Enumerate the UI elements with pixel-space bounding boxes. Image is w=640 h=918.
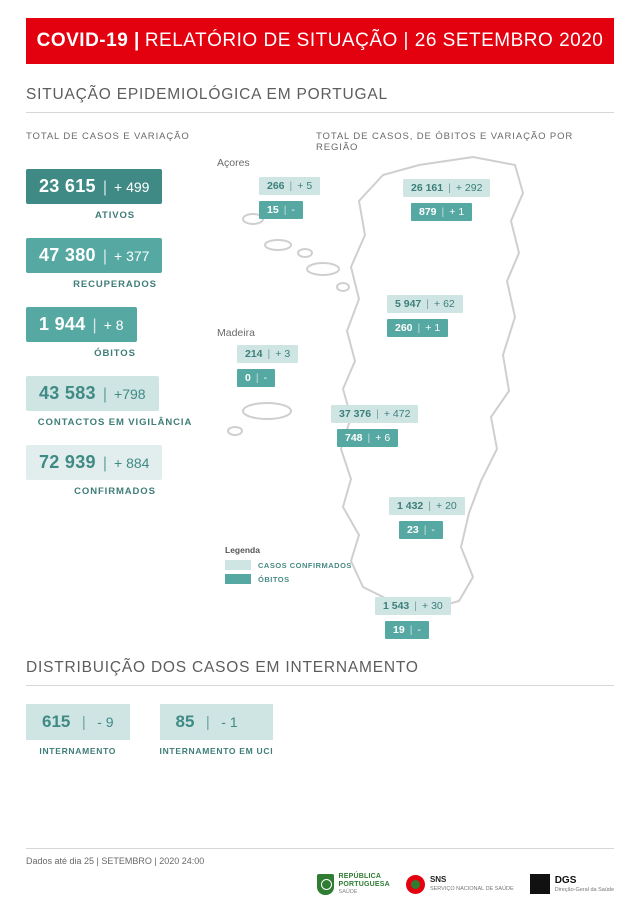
tag-delta: + 3 [275,348,291,360]
tag-value: 15 [267,204,279,216]
region-tag-alentejo-confirmed [389,497,465,515]
tag-value: 37 376 [339,408,372,420]
tag-separator: | [414,600,418,612]
stat-delta: + 377 [114,248,150,264]
logo-line1: REPÚBLICA [338,872,382,880]
tag-delta: - [291,204,295,216]
epidemiological-section-title: SITUAÇÃO EPIDEMIOLÓGICA EM PORTUGAL [26,86,614,113]
region-tag-alentejo-deaths [399,521,443,539]
tag-separator: | [423,524,427,536]
header-brand: COVID-19 | [36,30,140,51]
legend-swatch-confirmed [225,560,251,570]
stat-separator: | [102,455,108,472]
stat-separator: | [81,714,86,731]
internamento-row [26,704,614,757]
tag-separator: | [367,432,371,444]
logo-line2: PORTUGUESA [338,880,390,888]
tag-value: 748 [345,432,363,444]
tag-value: 1 432 [397,500,424,512]
tag-delta: + 20 [436,500,457,512]
legend-item-deaths [225,574,352,584]
stat-delta: + 884 [114,455,150,471]
stat-caption: RECUPERADOS [73,279,157,290]
stat-internamento [26,704,130,757]
legend-title: Legenda [225,545,260,555]
tag-separator: | [428,500,432,512]
tag-value: 1 543 [383,600,410,612]
region-tag-acores-deaths [259,201,303,219]
legend-item-confirmed [225,560,352,570]
region-tag-madeira-deaths [237,369,275,387]
stat-caption: CONFIRMADOS [74,486,156,497]
tag-delta: + 5 [297,180,313,192]
tag-delta: + 1 [425,322,441,334]
logo-line1: SNS [429,875,447,885]
tag-value: 879 [419,206,437,218]
region-tag-algarve-confirmed [375,597,451,615]
region-tag-lvt-confirmed [331,405,418,423]
region-tag-centro-confirmed [387,295,463,313]
stat-recuperados [26,238,231,290]
stat-obitos [26,307,231,359]
stat-confirmados [26,445,231,497]
tag-value: 214 [245,348,263,360]
tag-value: 260 [395,322,413,334]
stat-delta: - 9 [97,714,114,730]
tag-separator: | [417,322,421,334]
header-title: RELATÓRIO DE SITUAÇÃO | 26 SETEMBRO 2020 [144,30,604,51]
stat-value: 47 380 [39,245,96,265]
legend-label: CASOS CONFIRMADOS [258,560,352,570]
right-column-label: TOTAL DE CASOS, DE ÓBITOS E VARIAÇÃO POR REGIÃO [316,131,574,153]
stat-separator: | [205,714,210,731]
tag-separator: | [409,624,413,636]
tag-separator: | [283,204,287,216]
tag-separator: | [441,206,445,218]
logo-line2: Direção-Geral da Saúde [554,887,614,894]
totals-column [26,153,231,653]
tag-delta: + 1 [449,206,465,218]
legend-swatch-deaths [225,574,251,584]
logo-sns [406,875,514,894]
report-header [26,18,614,64]
island-label-madeira: Madeira [217,327,255,339]
stat-value: 615 [42,712,71,731]
region-tag-norte-deaths [411,203,472,221]
stat-delta: - 1 [221,714,238,730]
stat-caption: INTERNAMENTO EM UCI [159,746,274,756]
tag-delta: - [417,624,421,636]
tag-delta: + 6 [375,432,391,444]
tag-delta: - [263,372,268,384]
tag-delta: + 62 [434,298,455,310]
stat-caption: ÓBITOS [94,348,136,359]
left-column-label: TOTAL DE CASOS E VARIAÇÃO [26,131,190,142]
tag-delta: - [431,524,435,536]
logo-republica-portuguesa [317,873,390,896]
region-tag-centro-deaths [387,319,448,337]
regional-map-column [217,153,614,653]
stat-caption: CONTACTOS EM VIGILÂNCIA [37,417,193,428]
footer-note: Dados até dia 25 | SETEMBRO | 2020 24:00 [26,848,614,866]
portugal-map [217,149,640,649]
region-tag-acores-confirmed [259,177,320,195]
stat-delta: +798 [114,386,146,402]
stat-separator: | [102,179,108,196]
stat-delta: + 8 [103,317,124,333]
tag-value: 0 [245,372,251,384]
region-tag-algarve-deaths [385,621,429,639]
dgs-icon [530,874,550,894]
logo-line2: SERVIÇO NACIONAL DE SAÚDE [429,886,514,893]
tag-delta: + 472 [383,408,411,420]
republic-shield-icon [317,874,334,895]
island-label-acores: Açores [217,157,250,169]
map-legend [225,545,352,588]
tag-value: 266 [267,180,285,192]
stat-caption: ATIVOS [94,210,136,221]
logo-line1: DGS [554,875,577,887]
region-tag-lvt-deaths [337,429,398,447]
stat-delta: + 499 [114,179,150,195]
tag-value: 23 [407,524,419,536]
tag-separator: | [267,348,271,360]
main-content [26,153,614,653]
tag-separator: | [448,182,451,194]
footer-logos [317,873,614,896]
tag-separator: | [255,372,259,384]
stat-value: 43 583 [39,383,96,403]
legend-label: ÓBITOS [258,574,290,584]
stat-value: 1 944 [39,314,86,334]
tag-separator: | [289,180,293,192]
report-page [0,18,640,918]
tag-value: 26 161 [411,182,444,194]
tag-delta: + 292 [455,182,483,194]
tag-value: 19 [393,624,405,636]
stat-separator: | [92,317,97,334]
stat-value: 85 [175,712,195,731]
region-tag-norte-confirmed [403,179,490,197]
stat-internamento-uci [160,704,274,757]
sns-icon [406,875,425,894]
stat-ativos [26,169,231,221]
internamento-section-title: DISTRIBUIÇÃO DOS CASOS EM INTERNAMENTO [26,659,614,686]
stat-separator: | [102,248,108,265]
region-tag-madeira-confirmed [237,345,298,363]
tag-value: 5 947 [395,298,422,310]
stat-separator: | [102,386,108,403]
stat-value: 72 939 [39,452,96,472]
tag-separator: | [426,298,430,310]
tag-delta: + 30 [422,600,443,612]
tag-separator: | [376,408,379,420]
stat-contactos-vigilancia [26,376,231,428]
logo-line3: SAÚDE [338,889,358,896]
stat-value: 23 615 [39,176,96,196]
logo-dgs [530,874,614,894]
stat-caption: INTERNAMENTO [39,746,117,756]
